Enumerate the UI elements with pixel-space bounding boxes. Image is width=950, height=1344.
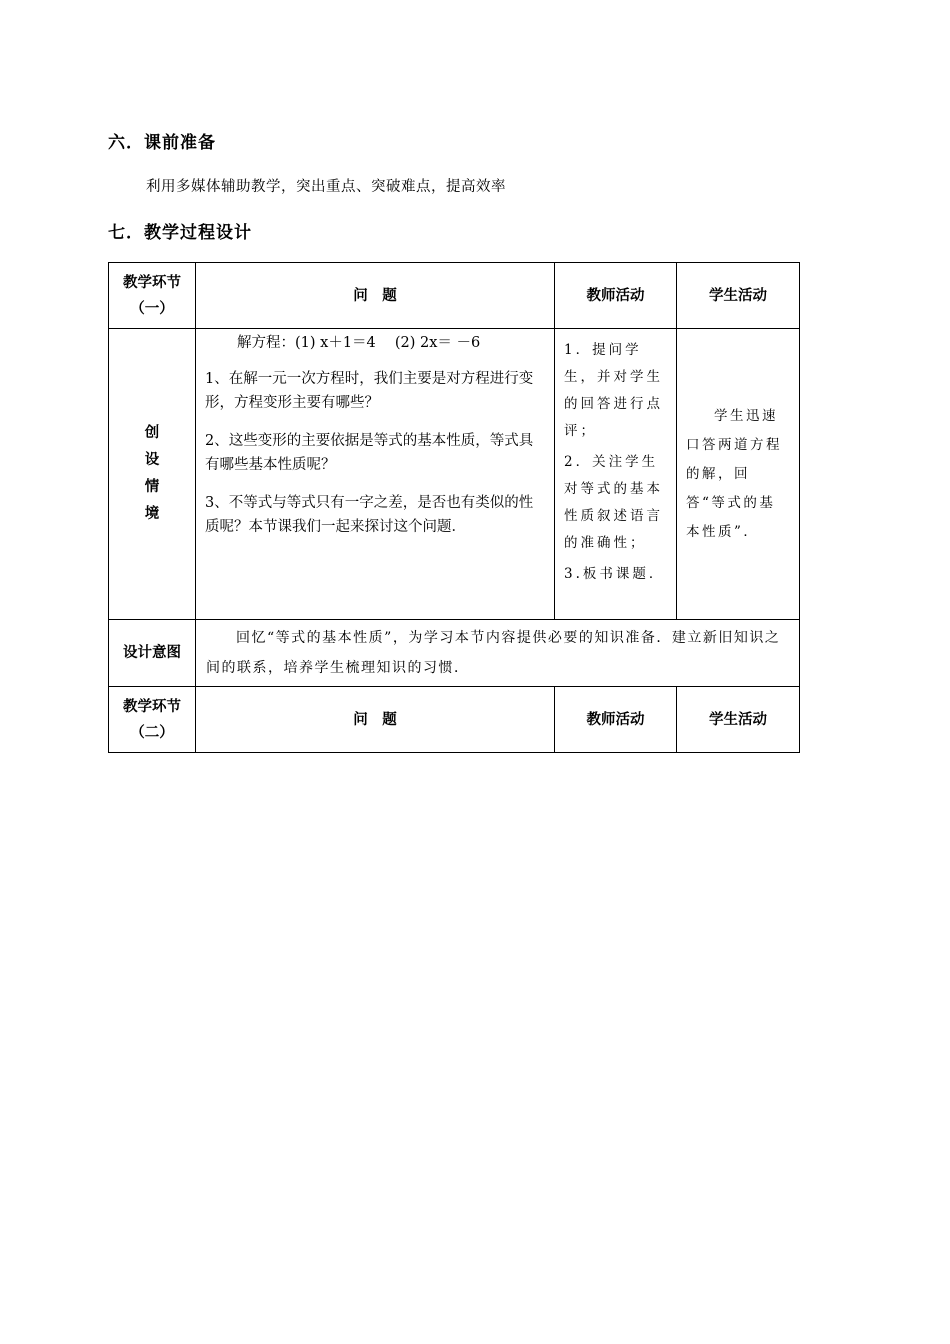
student-activity-header-1: 学生活动 [677,263,800,329]
scenario-row [109,329,800,620]
teaching-process-table [108,262,800,753]
student-activity-text: 学生迅速口答两道方程的解，回答“等式的基本性质”． [686,407,782,540]
stage-header-2: 教学环节 （二） [109,687,196,753]
question-3: 3、不等式与等式只有一字之差，是否也有类似的性质呢？本节课我们一起来探讨这个问题． [205,495,534,535]
section-heading-prep: 六．课前准备 [108,133,216,153]
teacher-activity-header-2: 教师活动 [555,687,677,753]
teacher-step-1: 1．提问学生，并对学生的回答进行点评； [564,342,663,439]
student-activity-header-2: 学生活动 [677,687,800,753]
question-1: 1、在解一元一次方程时，我们主要是对方程进行变形，方程变形主要有哪些？ [205,371,534,411]
student-activity-cell [677,329,800,620]
teacher-step-2: 2．关注学生对等式的基本性质叙述语言的准确性； [564,454,663,551]
design-intent-row [109,620,800,687]
scenario-label: 创 设 情 境 [109,329,196,620]
question-header-1: 问 题 [196,263,555,329]
teacher-activity-cell [555,329,677,620]
section-heading-process: 七．教学过程设计 [108,223,252,243]
equation-line: 解方程：(1) x＋1＝4 (2) 2x＝ －6 [237,335,481,351]
header-row-2 [109,687,800,753]
header-row-1 [109,263,800,329]
teacher-activity-header-1: 教师活动 [555,263,677,329]
stage-header-1: 教学环节 （一） [109,263,196,329]
question-cell [196,329,555,620]
design-intent-text: 回忆“等式的基本性质”，为学习本节内容提供必要的知识准备．建立新旧知识之间的联系，培养学生梳理知识的习惯． [196,620,800,687]
prep-text: 利用多媒体辅助教学，突出重点、突破难点，提高效率 [146,179,506,195]
teacher-step-3: 3.板书课题． [564,566,666,582]
question-2: 2、这些变形的主要依据是等式的基本性质，等式具有哪些基本性质呢？ [205,433,534,473]
question-header-2: 问 题 [196,687,555,753]
design-intent-label: 设计意图 [109,620,196,687]
